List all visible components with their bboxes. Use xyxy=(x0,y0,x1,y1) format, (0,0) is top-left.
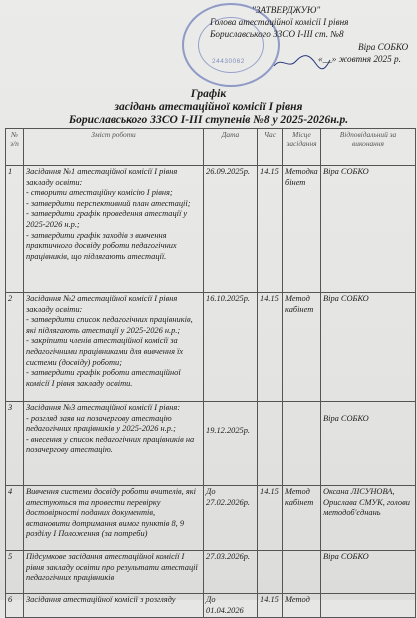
row-content xyxy=(24,486,204,551)
row-content xyxy=(24,551,204,594)
document-subtitle-school: Бориславського ЗЗСО І-ІІІ ступенів №8 у 2025-2026н.р. xyxy=(68,114,349,126)
approval-date: «__» жовтня 2025 р. xyxy=(318,53,401,64)
row-responsible: Віра СОБКО xyxy=(321,402,416,486)
table-row xyxy=(6,486,416,551)
table-row xyxy=(6,402,416,486)
row-date: 26.09.2025р. xyxy=(204,166,258,293)
row-content-line: - внесення у список педагогічних працівників на позачергову атестацію. xyxy=(26,434,195,455)
table-row xyxy=(6,166,416,293)
row-responsible: Віра СОБКО xyxy=(321,166,416,293)
row-content xyxy=(24,293,204,402)
row-place: Метод кабінет xyxy=(283,293,321,402)
approval-school: Бориславського ЗЗСО І-ІІІ ст. №8 xyxy=(210,29,344,40)
row-date: 27.03.2026р. xyxy=(204,551,258,594)
row-content-line: Засідання №3 атестаційної комісії І рівня: xyxy=(26,403,181,412)
row-time: 14.15 xyxy=(258,293,283,402)
row-time xyxy=(258,551,283,594)
header-num: № з/п xyxy=(6,129,24,166)
row-content-line: - затвердити графік роботи атестаційної комісії І рівня закладу освіти. xyxy=(26,368,181,388)
table-row xyxy=(6,594,416,618)
row-place: Метод кабінет xyxy=(283,486,321,551)
row-content-line: - створити атестаційну комісію І рівня; xyxy=(26,188,173,198)
row-content-line: - закріпити членів атестаційної комісії за педагогічними працівниками для вивчення їх системи (досвіду) роботи; xyxy=(26,336,184,367)
header-content: Зміст роботи xyxy=(24,129,204,166)
row-responsible: Віра СОБКО xyxy=(321,551,416,594)
schedule-table xyxy=(5,128,416,618)
row-content-line: Засідання атестаційної комісії з розгляду xyxy=(26,595,176,604)
row-number: 4 xyxy=(6,486,24,551)
header-responsible: Відповідальний за виконання xyxy=(321,129,416,166)
row-place xyxy=(283,551,321,594)
row-time xyxy=(258,402,283,486)
approval-heading: "ЗАТВЕРДЖУЮ" xyxy=(252,5,321,15)
row-responsible: Оксана ЛІСУНОВА, Орислава СМУК, голови методоб'єднань xyxy=(321,486,416,551)
row-time: 14.15 xyxy=(258,594,283,618)
row-content-line: - розгляд заяв на позачергову атестацію педагогічних працівників у 2025-2026 н.р.; xyxy=(26,413,176,434)
table-header-row xyxy=(6,129,416,166)
row-number: 5 xyxy=(6,551,24,594)
row-content-line: Засідання №2 атестаційної комісії І рівня закладу освіти: xyxy=(26,294,178,314)
row-number: 3 xyxy=(6,402,24,486)
row-place xyxy=(283,402,321,486)
row-content xyxy=(24,166,204,293)
row-number: 6 xyxy=(6,594,24,618)
row-responsible: Віра СОБКО xyxy=(321,293,416,402)
row-content-line: Підсумкове засідання атестаційної комісії І рівня закладу освіти про результати атестації педагогічних працівників xyxy=(26,552,198,583)
row-date: 19.12.2025р. xyxy=(204,402,258,486)
row-date: До 01.04.2026 xyxy=(204,594,258,618)
row-time: 14.15 xyxy=(258,486,283,551)
row-content-line: Засідання №1 атестаційної комісії І рівня закладу освіти: xyxy=(26,167,178,187)
row-time: 14.15 xyxy=(258,166,283,293)
header-time: Час xyxy=(258,129,283,166)
approval-block xyxy=(210,4,410,65)
row-place: Методкабінет xyxy=(283,166,321,293)
row-date: 16.10.2025р. xyxy=(204,293,258,402)
header-date: Дата xyxy=(204,129,258,166)
document-subtitle: засідань атестаційної комісії І рівня xyxy=(114,101,303,113)
row-content-line: - затвердити перспективний план атестації; xyxy=(26,198,191,208)
row-content xyxy=(24,594,204,618)
table-row xyxy=(6,551,416,594)
row-content-line: - затвердити список педагогічних працівників, які підлягають атестації у 2025-2026 н.р.; xyxy=(26,315,193,335)
table-row xyxy=(6,293,416,402)
row-date: До 27.02.2026р. xyxy=(204,486,258,551)
row-content-line: Вивчення системи досвіду роботи вчителів, які атестуються та провести перевірку достовірності поданих документів, встановити дотримання вимог пунктів 8, 9 розділу І Положення (за потреби) xyxy=(26,487,196,539)
row-content-line: - затвердити графік заходів з вивчення практичного досвіду роботи педагогічних працівників, що підлягають атестації. xyxy=(26,230,177,261)
row-number: 2 xyxy=(6,293,24,402)
row-responsible xyxy=(321,594,416,618)
row-content-line: - затвердити графік проведення атестації у 2025-2026 н.р.; xyxy=(26,209,188,229)
header-place: Місце засідання xyxy=(283,129,321,166)
stamp-code: 24430062 xyxy=(212,58,245,65)
row-content xyxy=(24,402,204,486)
row-place: Метод xyxy=(283,594,321,618)
approval-position: Голова атестаційної комісії І рівня xyxy=(210,17,349,28)
approval-name: Віра СОБКО xyxy=(358,41,409,52)
row-number: 1 xyxy=(6,166,24,293)
document-title: Графік xyxy=(190,88,227,100)
